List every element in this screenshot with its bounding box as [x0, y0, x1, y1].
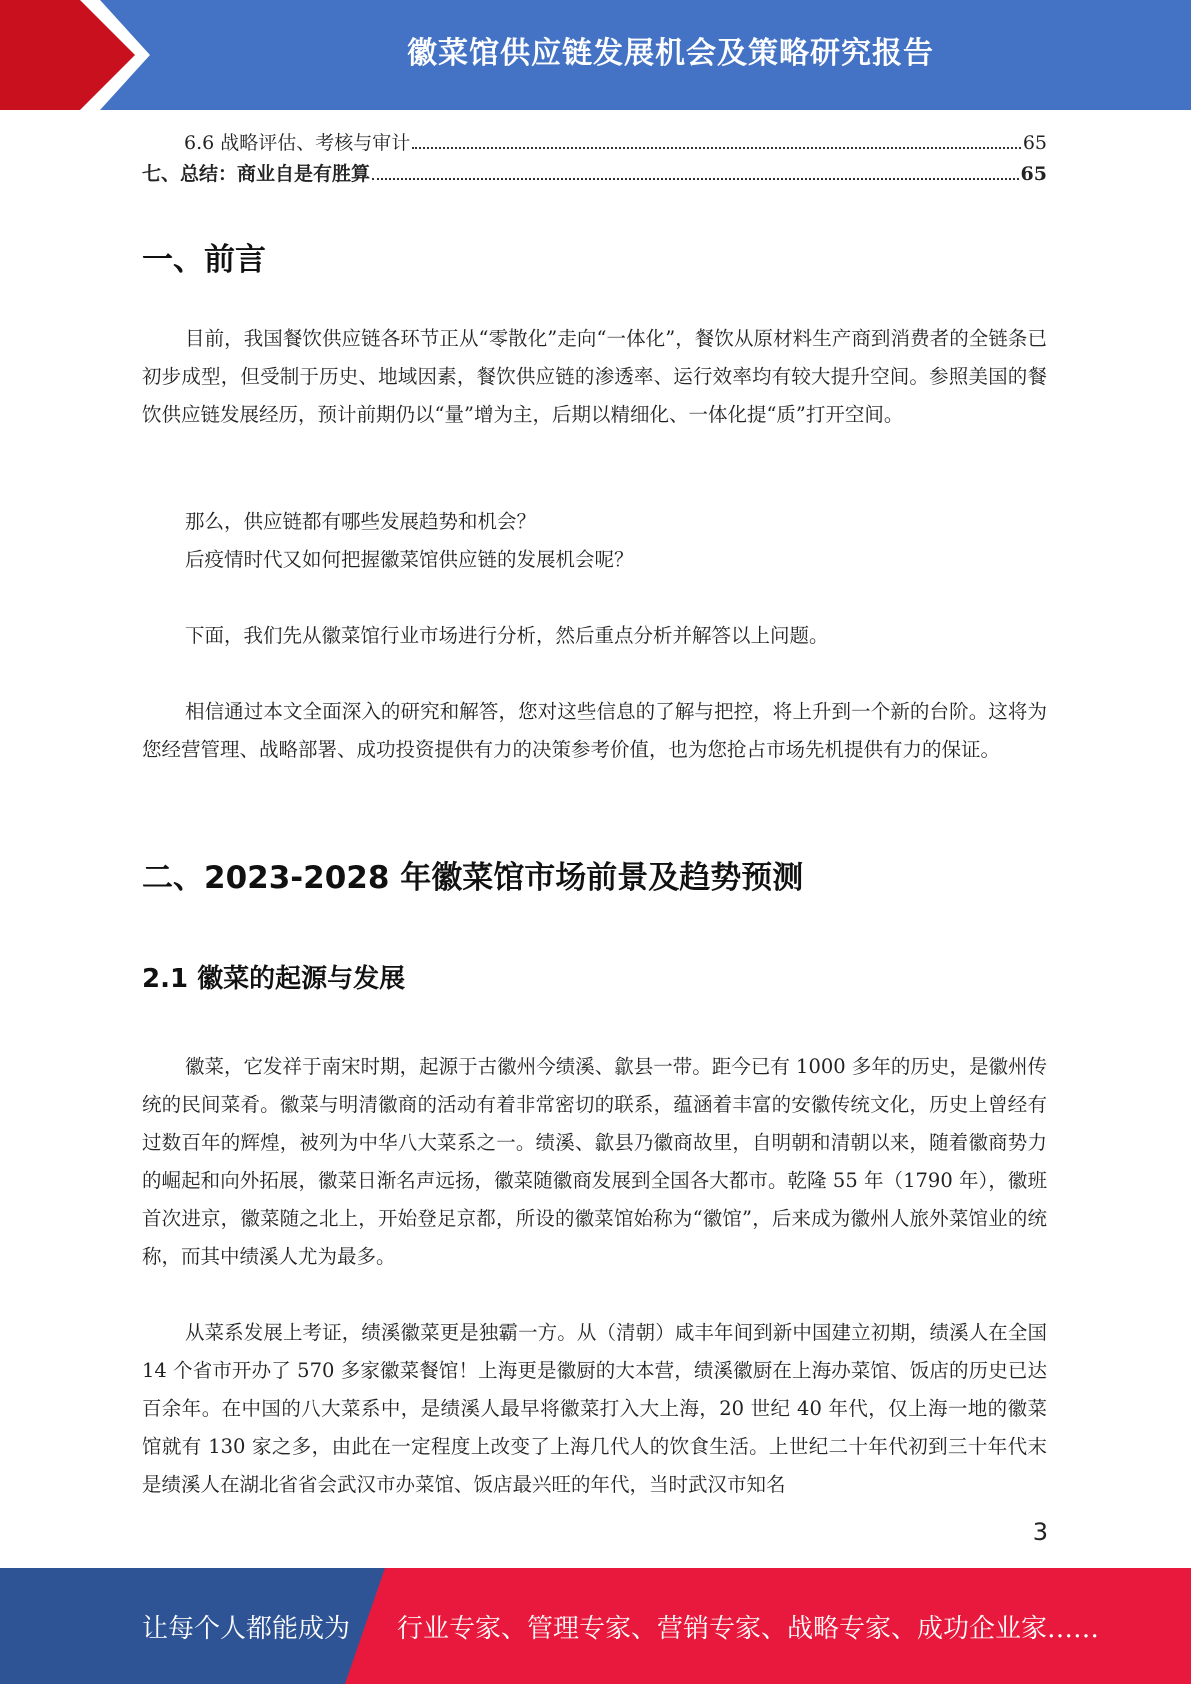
document-title: 徽菜馆供应链发展机会及策略研究报告	[407, 36, 934, 71]
body-paragraph: 徽菜，它发祥于南宋时期，起源于古徽州今绩溪、歙县一带。距今已有 1000 多年的历史，是徽州传统的民间菜肴。徽菜与明清徽商的活动有着非常密切的联系，蕴涵着丰富的安徽传统文化，历史上曾经有过数百年的辉煌，被列为中华八大菜系之一。绩溪、歙县乃徽商故里，自明朝和清朝以来，随着徽商势力的崛起和向外拓展，徽菜日渐名声远扬，徽菜随徽商发展到全国各大都市。乾隆 55 年（1790 年），徽班首次进京，徽菜随之北上，开始登足京都，所设的徽菜馆始称为“徽馆”，后来成为徽州人旅外菜馆业的统称，而其中绩溪人尤为最多。	[142, 1055, 1047, 1268]
page-footer	[0, 1568, 1191, 1684]
toc-entry-label: 6.6 战略评估、考核与审计	[184, 132, 411, 154]
toc-leader-dots	[372, 178, 1019, 180]
toc-entry[interactable]	[142, 159, 1047, 190]
body-paragraph: 从菜系发展上考证，绩溪徽菜更是独霸一方。从（清朝）咸丰年间到新中国建立初期，绩溪人在全国 14 个省市开办了 570 多家徽菜餐馆！上海更是徽厨的大本营，绩溪徽厨在上海办菜馆、饭店的历史已达百余年。在中国的八大菜系中，是绩溪人最早将徽菜打入大上海，20 世纪 40 年代，仅上海一地的徽菜馆就有 130 家之多，由此在一定程度上改变了上海几代人的饮食生活。上世纪二十年代初到三十年代末是绩溪人在湖北省省会武汉市办菜馆、饭店最兴旺的年代，当时武汉市知名	[142, 1321, 1047, 1496]
body-paragraph: 目前，我国餐饮供应链各环节正从“零散化”走向“一体化”，餐饮从原材料生产商到消费者的全链条已初步成型，但受制于历史、地域因素，餐饮供应链的渗透率、运行效率均有较大提升空间。参照美国的餐饮供应链发展经历，预计前期仍以“量”增为主，后期以精细化、一体化提“质”打开空间。	[142, 327, 1047, 426]
toc-entry-label: 七、总结：商业自是有胜算	[142, 163, 371, 185]
body-paragraph: 后疫情时代又如何把握徽菜馆供应链的发展机会呢？	[185, 548, 634, 571]
body-paragraph: 相信通过本文全面深入的研究和解答，您对这些信息的了解与把控，将上升到一个新的台阶。这将为您经营管理、战略部署、成功投资提供有力的决策参考价值，也为您抢占市场先机提供有力的保证。	[142, 700, 1047, 761]
toc-entry-page: 65	[1022, 132, 1047, 154]
section-heading-preface: 一、前言	[142, 242, 266, 278]
toc-entry-page: 65	[1020, 163, 1047, 185]
footer-slogan-right: 行业专家、管理专家、营销专家、战略专家、成功企业家……	[397, 1613, 1100, 1644]
toc-entry[interactable]	[142, 128, 1047, 159]
body-paragraph: 下面，我们先从徽菜馆行业市场进行分析，然后重点分析并解答以上问题。	[185, 624, 829, 647]
page-number: 3	[1032, 1518, 1048, 1546]
page-header	[0, 0, 1191, 110]
toc-leader-dots	[412, 147, 1021, 149]
section-heading-market-outlook: 二、2023-2028 年徽菜馆市场前景及趋势预测	[142, 860, 804, 896]
subsection-heading-origin: 2.1 徽菜的起源与发展	[142, 964, 406, 994]
footer-slogan-left: 让每个人都能成为	[142, 1613, 351, 1644]
table-of-contents	[142, 128, 1047, 190]
body-paragraph: 那么，供应链都有哪些发展趋势和机会？	[185, 510, 537, 533]
